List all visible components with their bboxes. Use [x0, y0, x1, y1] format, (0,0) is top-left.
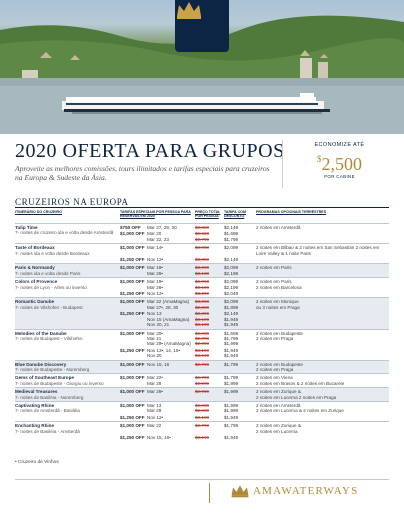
fare-groups [120, 225, 389, 242]
discount-amount: $1,250 OFF [120, 414, 145, 420]
discount-amount: $1,250 OFF [120, 347, 145, 353]
itinerary-cell [15, 299, 120, 327]
savings-value: 2,500 [321, 154, 362, 174]
discount-amount: $1,000 OFF [120, 279, 145, 285]
land-program: 2 noites em Paris 2 noites em Barcelona [256, 279, 302, 290]
fare-group [120, 279, 389, 290]
original-price: $3,199 [195, 435, 210, 440]
fare-groups [120, 423, 389, 440]
footer-divider [15, 479, 389, 480]
cruise-name: Romantic Danube [15, 299, 55, 305]
land-program: 2 noites em Viena 2 noites em Brasov & 2 noites em Bucarete [256, 375, 345, 386]
fare-group [120, 225, 389, 230]
fare-group [120, 311, 389, 327]
section-title: CRUZEIROS NA EUROPA [15, 197, 129, 207]
original-price: $2,699 $2,799 [195, 231, 210, 242]
cruise-name: Medieval Treasures [15, 389, 58, 395]
cruise-name: Blue Danube Discovery [15, 361, 67, 367]
discounted-price: $2,099 $2,199 [224, 265, 239, 276]
fare-group [120, 415, 389, 420]
crown-icon [230, 484, 250, 498]
discount-amount: $1,000 OFF [120, 231, 145, 237]
sailing-dates: Nov 12• [147, 291, 164, 297]
table-header [15, 209, 389, 223]
brand-name: AMAWATERWAYS [253, 485, 359, 497]
table-body [15, 223, 389, 441]
fare-group [120, 375, 389, 386]
original-price: $2,999 $2,999 [195, 402, 210, 414]
original-price: $2,799 $2,999 [195, 375, 210, 386]
fare-group [120, 403, 389, 414]
cruise-description: 7- noites ida e volta desde Bordeaux [15, 250, 90, 256]
header-total-price: PREÇO TOTAL POR PESSOA [195, 210, 221, 218]
table-row [15, 329, 389, 360]
fare-group [120, 231, 389, 242]
savings-currency: $ [317, 154, 322, 164]
cruise-name: Enchanting Rhine [15, 423, 55, 429]
original-price: $3,099 $2,899 [195, 299, 210, 310]
header-special-fares: TARIFAS ESPECIAIS POR PESSOA PARA RESERVAS EM 2020 [120, 210, 191, 218]
original-price: $2,899 [195, 225, 210, 230]
discount-amount: $1,000 OFF [120, 361, 145, 367]
discount-amount: $1,000 OFF [120, 389, 145, 395]
discount-amount: $1,000 OFF [120, 245, 145, 251]
cruise-description: 7- noites de Budapeste - Giurgiu ou inverso [15, 380, 104, 386]
land-program: 2 noites em Bilbao & 2 noites em San Sebastián 2 noites em Loire Valley & 1 noite Paris [256, 245, 380, 256]
itinerary-cell [15, 375, 120, 386]
fare-groups [120, 279, 389, 296]
fare-group [120, 362, 389, 373]
original-price: $3,099 [195, 245, 210, 251]
table-row [15, 243, 389, 263]
sailing-dates: Mar 14• [147, 245, 163, 251]
land-program [256, 435, 389, 440]
sailing-dates: Mar 26• [147, 389, 163, 395]
original-price: $2,699 $2,799 $2,999 [195, 330, 210, 347]
land-program: 2 noites em Zurique & 2 noites em Lucerna [256, 423, 301, 434]
cruise-name: Taste of Bordeaux [15, 245, 55, 251]
fare-groups [120, 265, 389, 276]
discounted-price: $1,949 $1,949 [224, 347, 239, 359]
sailing-dates: Nov 13 Nov 15 (AmaMagna) Nov 20, 21 [147, 311, 190, 328]
footnote: • Cruzeiro de Vinhos [15, 460, 59, 465]
table-row [15, 297, 389, 328]
land-program [256, 415, 389, 420]
sailing-dates: Mar 22 [147, 423, 162, 429]
header-discount-fare: TARIFA COM DESCONTO [224, 210, 246, 218]
cruise-name: Melodies of the Danube [15, 330, 67, 336]
original-price: $3,099 $3,199 [195, 279, 210, 290]
discounted-price: $1,799 [224, 423, 239, 429]
table-row [15, 421, 389, 441]
table-row [15, 373, 389, 387]
land-program: 2 noites em Amsterdã [256, 225, 301, 230]
itinerary-cell [15, 362, 120, 373]
sailing-dates: Mar 19• Mar 26• [147, 265, 163, 276]
discounted-price: $2,099 $2,199 [224, 279, 239, 290]
cruise-description: 7- noites de cruzeiro ida e volta desde Amsterdã [15, 230, 114, 236]
discounted-price: $2,149 [224, 257, 239, 263]
fare-groups [120, 389, 389, 400]
land-program: 2 noites em Amsterdã 2 noites em Lucerna & 2 noites em Zurique [256, 402, 344, 414]
land-program [256, 348, 389, 359]
itinerary-cell [15, 265, 120, 276]
discounted-price: $1,699 $1,799 $1,999 [224, 330, 239, 347]
land-program [256, 291, 389, 296]
savings-label: ECONOMIZE ATÉ [314, 142, 365, 148]
crown-icon [175, 0, 203, 20]
discounted-price: $2,099 [224, 245, 239, 251]
cruise-name: Gems of Southeast Europe [15, 375, 74, 381]
discounted-price: $2,099 $1,899 [224, 299, 239, 310]
fare-group [120, 299, 389, 310]
discounted-price: $1,949 [224, 435, 239, 440]
original-price: $2,999 [195, 389, 210, 395]
fare-group [120, 435, 389, 440]
original-price: $3,299 [195, 291, 210, 297]
sailing-dates: Nov 15, 16 [147, 361, 170, 367]
table-row [15, 360, 389, 374]
cruise-description: 7- noites de Basiléia - Nuremberg [15, 394, 84, 400]
discount-amount: $1,250 OFF [120, 257, 145, 263]
itinerary-cell [15, 245, 120, 262]
table-row [15, 223, 389, 243]
table-row [15, 263, 389, 277]
fare-groups [120, 245, 389, 262]
footer-vertical-rule [209, 483, 210, 503]
cruise-description: 7- noites de Budapeste - Nuremberg [15, 366, 90, 372]
fare-group [120, 245, 389, 256]
cruise-description: 7- noites ida e volta desde Paris [15, 270, 81, 276]
discount-amount: $1,000 OFF [120, 299, 145, 305]
fare-group [120, 348, 389, 359]
cruise-description: 7- noites de Lyon - Arles ou inverso [15, 284, 87, 290]
itinerary-cell [15, 403, 120, 420]
header-itinerary: ITINERÁRIO DO CRUZEIRO [15, 210, 62, 214]
land-program: 2 noites em Budapeste 2 noites em Praga [256, 330, 303, 341]
savings-amount [293, 149, 386, 174]
sailing-dates: Mar 22 (AmaMagna) Mar 27•, 28, 30 [147, 299, 190, 310]
cruise-table [15, 209, 389, 441]
header-land-programs: PROGRAMAS OPCIONAIS TERRESTRES [256, 210, 327, 214]
cruise-description: 7- noites de Amsterdã - Basiléia [15, 408, 80, 414]
sailing-dates: Mar 27, 29, 30 [147, 225, 177, 230]
land-program: 2 noites em Zurique & 2 noites em Lucerna 2 noites em Praga [256, 389, 337, 400]
hero-image [0, 0, 404, 134]
discount-amount: $1,250 OFF [120, 435, 145, 440]
original-price: $3,199 $3,199 [195, 347, 210, 359]
fare-groups [120, 375, 389, 386]
brand-logo [230, 484, 358, 498]
savings-box [282, 140, 386, 188]
page-subtitle: Aproveite as melhores comissões, tours ilimitados e tarifas especiais para cruzeiros na Europa & Sudeste da Ásia. [15, 164, 270, 182]
original-price: $3,099 $3,199 [195, 265, 210, 276]
fare-groups [120, 403, 389, 420]
discount-amount: $1,000 OFF [120, 423, 145, 429]
cruise-name: Colors of Provence [15, 279, 58, 285]
sailing-dates: Mar 20• Mar 21 Mar 29• (AmaMagna) [147, 330, 191, 347]
discounted-price: $2,149 $1,949 $1,949 [224, 311, 239, 328]
discounted-price: $1,999 $1,999 [224, 402, 239, 414]
savings-sublabel: POR CABINE [324, 174, 355, 179]
cruise-name: Paris & Normandy [15, 265, 55, 271]
discount-amount: $1,250 OFF [120, 291, 145, 297]
sailing-dates: Mar 13 Mar 29 [147, 402, 162, 414]
land-program: 2 noites em Paris [256, 265, 292, 271]
discount-amount: $1,000 OFF [120, 402, 145, 408]
discounted-price: $1,699 $1,799 [224, 231, 239, 242]
discount-amount: $1,000 OFF [120, 375, 145, 381]
table-row [15, 277, 389, 297]
fare-group [120, 389, 389, 400]
sailing-dates: Nov 15, 16• [147, 435, 171, 440]
itinerary-cell [15, 279, 120, 296]
section-divider [15, 207, 389, 208]
original-price: $2,799 [195, 423, 210, 429]
sailing-dates: Nov 12• [147, 257, 164, 263]
original-price: $3,199 [195, 414, 210, 420]
discount-amount: $1,000 OFF [120, 265, 145, 271]
cruise-name: Captivating Rhine [15, 402, 55, 408]
sailing-dates: Mar 22• Mar 29 [147, 375, 163, 386]
land-program [256, 257, 389, 262]
discount-amount: $750 OFF [120, 225, 141, 230]
sailing-dates: Nov 13•, 14, 15• Nov 20 [147, 347, 181, 359]
discounted-price: $1,949 [224, 414, 239, 420]
discount-amount: $1,000 OFF [120, 330, 145, 336]
land-program: 2 noites em Munique ou 3 noites em Praga [256, 299, 300, 310]
fare-groups [120, 331, 389, 359]
fare-groups [120, 362, 389, 373]
discounted-price: $1,999 [224, 389, 239, 395]
fare-group [120, 331, 389, 347]
itinerary-cell [15, 389, 120, 400]
fare-group [120, 423, 389, 434]
cruise-description: 7- noites de Basiléia - Amsterdã [15, 428, 80, 434]
fare-group [120, 291, 389, 296]
itinerary-cell [15, 331, 120, 359]
crown-crest [175, 0, 229, 52]
discount-amount: $1,250 OFF [120, 311, 145, 317]
discounted-price: $2,149 [224, 225, 239, 230]
land-program [256, 231, 389, 242]
original-price: $2,799 [195, 361, 210, 367]
page-title: 2020 OFERTA PARA GRUPOS [15, 140, 285, 162]
table-row [15, 387, 389, 401]
sailing-dates: Nov 12• [147, 414, 164, 420]
fare-group [120, 265, 389, 276]
itinerary-cell [15, 423, 120, 440]
sailing-dates: Mar 20 Mar 22, 23 [147, 231, 169, 242]
cruise-name: Tulip Time [15, 225, 38, 230]
original-price: $3,399 [195, 257, 210, 263]
discounted-price: $2,049 [224, 291, 239, 297]
cruise-description: 7- noites de Budapest - Vilshofen [15, 335, 83, 341]
discounted-price: $1,799 [224, 361, 239, 367]
original-price: $3,399 $3,199 $3,199 [195, 311, 210, 328]
table-row [15, 401, 389, 421]
fare-groups [120, 299, 389, 327]
itinerary-cell [15, 225, 120, 242]
sailing-dates: Mar 19• Mar 26• [147, 279, 163, 290]
fare-group [120, 257, 389, 262]
cruise-description: 7- noites de Vilshofen - Budapest [15, 304, 83, 310]
discounted-price: $1,799 $1,999 [224, 375, 239, 386]
land-program: 2 noites em Budapeste 2 noites em Praga [256, 361, 303, 372]
land-program [256, 311, 389, 327]
